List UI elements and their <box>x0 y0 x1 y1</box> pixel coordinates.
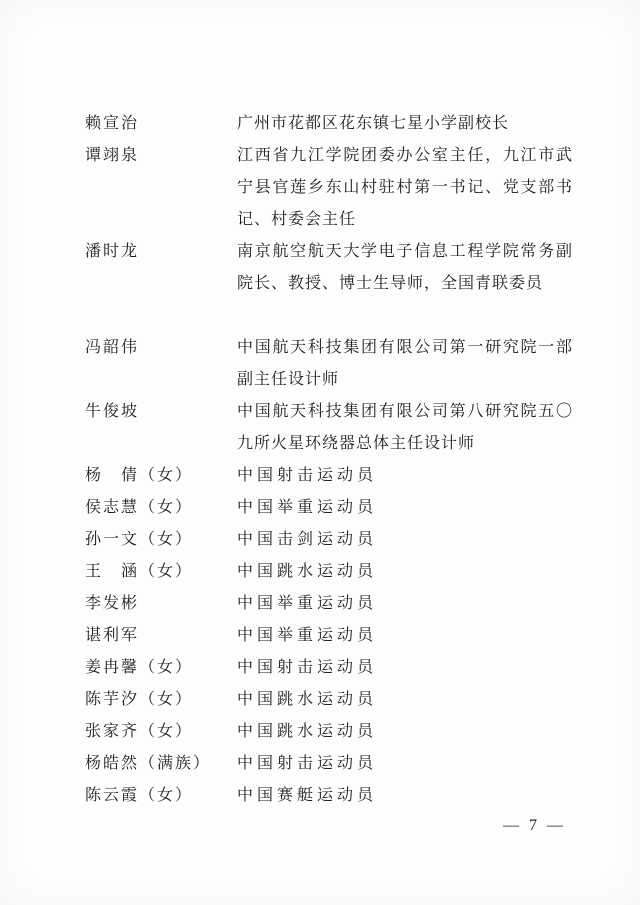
person-title: 中国射击运动员 <box>237 659 378 676</box>
list-row <box>85 108 577 140</box>
person-title: 广州市花都区花东镇七星小学副校长 <box>237 115 510 132</box>
list-row <box>85 716 577 748</box>
list-row <box>85 748 577 780</box>
person-title: 中国航天科技集团有限公司第一研究院一部副主任设计师 <box>237 339 573 388</box>
person-name: 王 涵（女） <box>85 563 194 580</box>
list-row <box>85 236 577 300</box>
person-name: 侯志慧（女） <box>85 499 194 516</box>
page-number: — 7 — <box>503 817 566 834</box>
person-title: 中国跳水运动员 <box>237 563 378 580</box>
person-name: 牛俊坡 <box>85 403 140 420</box>
person-name: 潘时龙 <box>85 243 140 260</box>
person-title: 中国举重运动员 <box>237 499 378 516</box>
person-name: 谭翊泉 <box>85 147 140 164</box>
person-name: 陈云霞（女） <box>85 787 194 804</box>
person-title: 南京航空航天大学电子信息工程学院常务副院长、教授、博士生导师，全国青联委员 <box>237 243 573 292</box>
list-row <box>85 140 577 236</box>
person-title: 中国举重运动员 <box>237 627 378 644</box>
person-title: 中国跳水运动员 <box>237 723 378 740</box>
person-title: 中国航天科技集团有限公司第八研究院五〇九所火星环绕器总体主任设计师 <box>237 403 573 452</box>
person-name: 杨 倩（女） <box>85 467 194 484</box>
person-name: 冯韶伟 <box>85 339 140 356</box>
list-row <box>85 588 577 620</box>
person-title: 中国射击运动员 <box>237 755 378 772</box>
person-title: 中国击剑运动员 <box>237 531 378 548</box>
honoree-list <box>85 108 577 812</box>
list-row <box>85 524 577 556</box>
person-title: 中国举重运动员 <box>237 595 378 612</box>
person-name: 陈芋汐（女） <box>85 691 194 708</box>
list-row <box>85 556 577 588</box>
list-row <box>85 780 577 812</box>
person-title: 中国跳水运动员 <box>237 691 378 708</box>
list-row <box>85 684 577 716</box>
person-title: 中国赛艇运动员 <box>237 787 378 804</box>
list-row <box>85 620 577 652</box>
person-name: 张家齐（女） <box>85 723 194 740</box>
person-name: 孙一文（女） <box>85 531 194 548</box>
person-title: 江西省九江学院团委办公室主任，九江市武宁县官莲乡东山村驻村第一书记、党支部书记、村委会主任 <box>237 147 573 228</box>
list-row <box>85 652 577 684</box>
person-name: 谌利军 <box>85 627 140 644</box>
person-name: 杨皓然（满族） <box>85 755 212 772</box>
person-name: 赖宣治 <box>85 115 140 132</box>
person-title: 中国射击运动员 <box>237 467 378 484</box>
list-row <box>85 492 577 524</box>
list-row <box>85 332 577 396</box>
person-name: 姜冉馨（女） <box>85 659 194 676</box>
list-row <box>85 460 577 492</box>
person-name: 李发彬 <box>85 595 140 612</box>
list-row <box>85 396 577 460</box>
